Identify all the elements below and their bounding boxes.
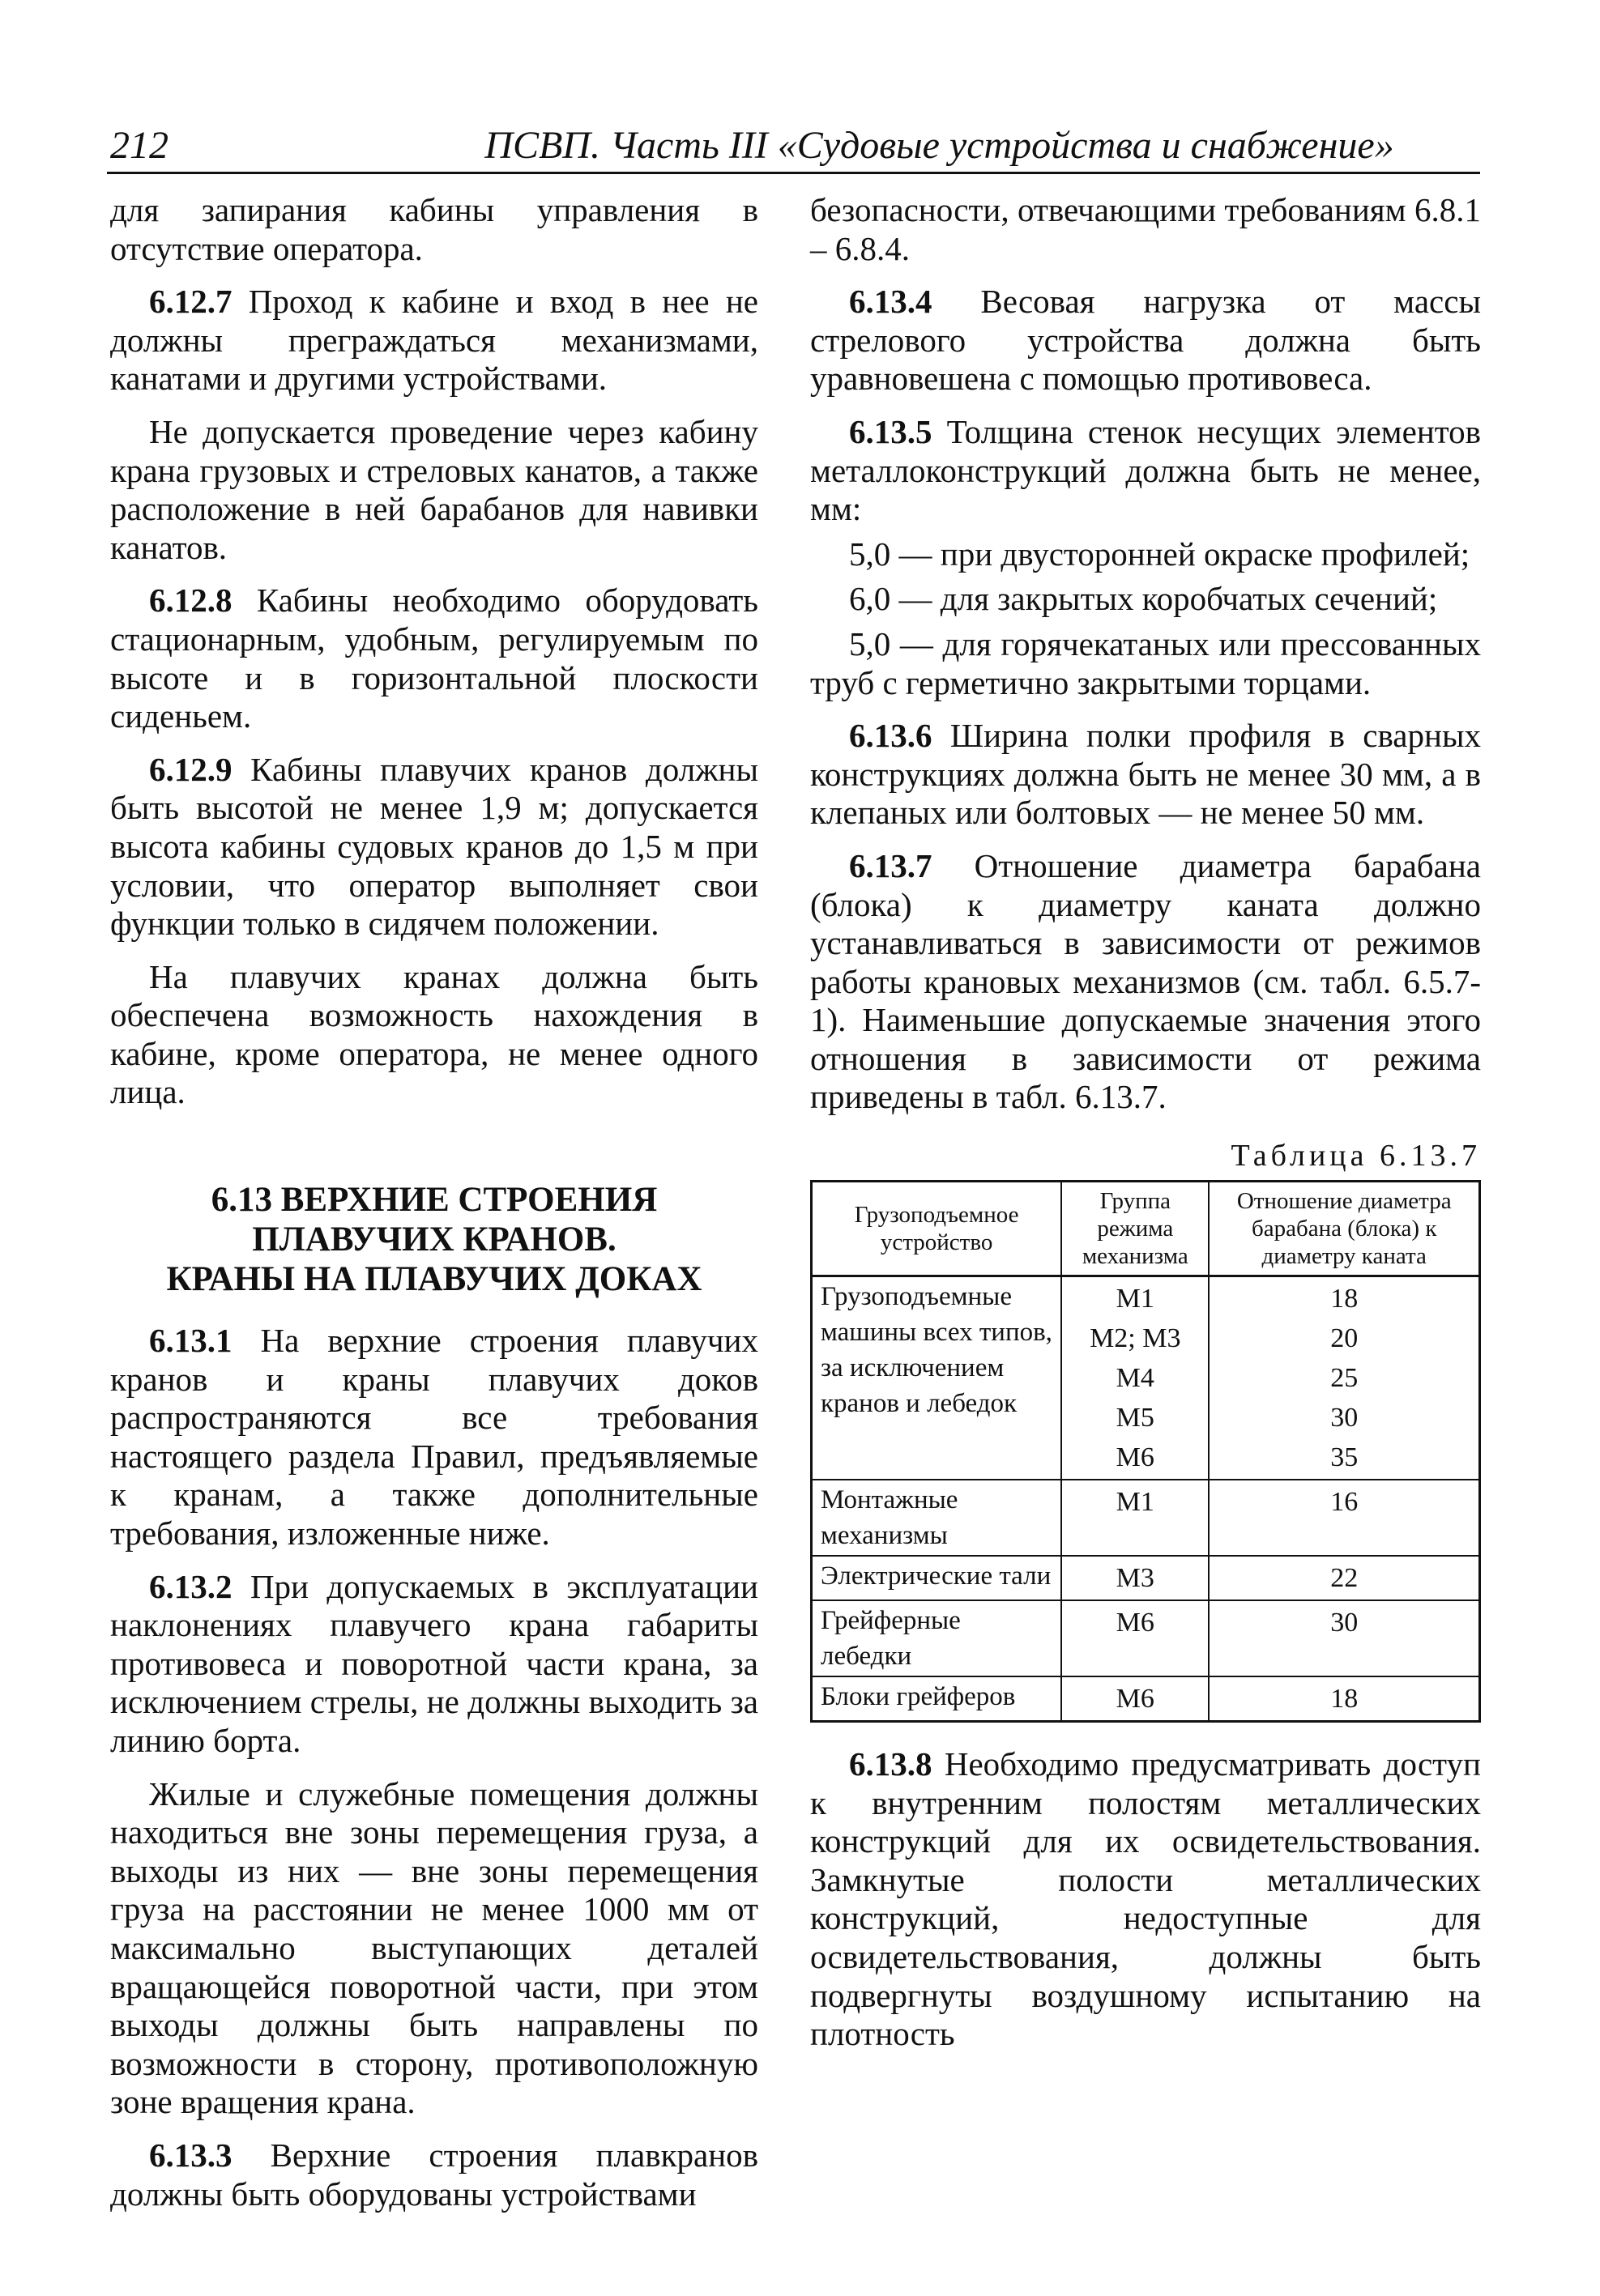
list-item: 5,0 — при двусторонней окраске профилей; [849, 535, 1470, 573]
group-value: M6 [1116, 1684, 1154, 1715]
clause-text: Проход к кабине и вход в нее не должны преграждаться механизмами, канатами и другими устройствами. [110, 283, 758, 398]
clause-number: 6.13.7 [849, 846, 932, 884]
column-header: Грузоподъемное устройство [812, 1182, 1062, 1276]
paragraph-6-12-7-b: Не допускается проведение через кабину крана грузовых и стреловых канатов, а также расположение в ней барабанов для навивки канатов. [110, 412, 758, 566]
left-column [110, 191, 758, 2228]
ratio-value: 25 [1330, 1363, 1359, 1394]
ratio-cell [1209, 1556, 1479, 1600]
clause-text: При допускаемых в эксплуатации наклонениях плавучего крана габариты противовеса и поворотной части крана, за исключением стрелы, не должны выходить за линию борта. [110, 1567, 758, 1759]
clause-number: 6.12.8 [149, 581, 233, 620]
table-caption: Таблица 6.13.7 [1231, 1139, 1481, 1174]
table-row [812, 1480, 1480, 1556]
clause-number: 6.12.9 [149, 750, 233, 788]
ratio-cell [1209, 1480, 1479, 1556]
clause-number: 6.13.4 [849, 283, 932, 321]
clause-text: Толщина стенок несущих элементов металлоконструкций должна быть не менее, мм: [810, 412, 1481, 528]
paragraph-6-12-7 [110, 283, 758, 398]
clause-number: 6.13.6 [849, 717, 932, 755]
list-item: 5,0 — для горячекатаных или прессованных труб с герметично закрытыми торцами. [810, 624, 1481, 701]
group-value: M1 [1116, 1487, 1154, 1518]
paragraph-6-12-9-b: На плавучих кранах должна быть обеспечена возможность нахождения в кабине, кроме оператора, не менее одного лица. [110, 957, 758, 1111]
group-cell [1061, 1600, 1209, 1676]
table-header-row [812, 1182, 1480, 1276]
clause-text: Кабины плавучих кранов должны быть высотой не менее 1,9 м; допускается высота кабины судовых кранов до 1,5 м при условии, что оператор выполняет свои функции только в сидячем положении. [110, 750, 758, 943]
paragraph-6-13-2 [110, 1568, 758, 1761]
group-value: M6 [1116, 1608, 1154, 1638]
clause-text: Кабины необходимо оборудовать стационарным, удобным, регулируемым по высоте и в горизонтальной плоскости сиденьем. [110, 581, 758, 735]
ratio-cell [1209, 1600, 1479, 1676]
group-cell [1061, 1480, 1209, 1556]
right-column [810, 191, 1481, 2068]
clause-text: На верхние строения плавучих кранов и краны плавучих доков распространяются все требования настоящего раздела Правил, предъявляемые к кранам, а также дополнительные требования, изложенные ниже. [110, 1322, 758, 1553]
group-value: M3 [1116, 1563, 1154, 1594]
section-heading-line: 6.13 ВЕРХНИЕ СТРОЕНИЯ [211, 1181, 658, 1220]
column-header: Отношение диаметра барабана (блока) к диаметру каната [1209, 1182, 1479, 1276]
ratio-value: 16 [1330, 1487, 1359, 1518]
clause-number: 6.12.7 [149, 283, 233, 321]
group-value: M1 [1116, 1284, 1154, 1314]
group-cell [1061, 1556, 1209, 1600]
clause-number: 6.13.8 [849, 1745, 932, 1783]
table-row [812, 1600, 1480, 1676]
paragraph-6-13-3 [110, 2136, 758, 2213]
ratio-value: 30 [1330, 1403, 1359, 1433]
table-row [812, 1676, 1480, 1722]
paragraph-continuation: для запирания кабины управления в отсутствие оператора. [110, 191, 758, 267]
device-cell: Электрические тали [812, 1556, 1062, 1600]
section-heading-line: КРАНЫ НА ПЛАВУЧИХ ДОКАХ [166, 1260, 702, 1299]
group-cell [1061, 1276, 1209, 1480]
paragraph-6-12-8 [110, 581, 758, 735]
clause-number: 6.13.5 [849, 412, 932, 450]
ratio-value: 30 [1330, 1608, 1359, 1638]
running-title: ПСВП. Часть III «Судовые устройства и снабжение» [484, 124, 1394, 167]
paragraph-6-13-2-b: Жилые и служебные помещения должны находиться вне зоны перемещения груза, а выходы из них — вне зоны перемещения груза на расстоянии не менее 1000 мм от максимально выступающих деталей вращающейся поворотной части, при этом выходы должны быть направлены по возможности в сторону, противоположную зоне вращения крана. [110, 1774, 758, 2121]
clause-text: Необходимо предусматривать доступ к внутренним полостям металлических конструкций для их освидетельствования. Замкнутые полости металлических конструкций, недоступные для освидетельствования, должны быть подвергнуты воздушному испытанию на плотность [810, 1745, 1481, 2053]
clause-text: Верхние строения плавкранов должны быть оборудованы устройствами [110, 2136, 758, 2213]
clause-text: Отношение диаметра барабана (блока) к диаметру каната должно устанавливаться в зависимости от режимов работы крановых механизмов (см. табл. 6.5.7-1). Наименьшие допускаемые значения этого отношения в зависимости от режима приведены в табл. 6.13.7. [810, 846, 1481, 1116]
ratio-value: 18 [1330, 1284, 1359, 1314]
clause-text: Ширина полки профиля в сварных конструкциях должна быть не менее 30 мм, а в клепаных или болтовых — не менее 50 мм. [810, 717, 1481, 832]
table-row [812, 1556, 1480, 1600]
paragraph-6-13-8 [810, 1745, 1481, 2054]
running-header [107, 121, 1480, 174]
table-row [812, 1276, 1480, 1480]
column-header: Группа режима механизма [1061, 1182, 1209, 1276]
ratio-value: 22 [1330, 1563, 1359, 1594]
group-value: M5 [1116, 1403, 1154, 1433]
ratio-value: 35 [1330, 1442, 1359, 1473]
section-heading [110, 1180, 758, 1299]
paragraph-6-13-6 [810, 717, 1481, 833]
clause-number: 6.13.1 [149, 1322, 233, 1360]
paragraph-6-13-4 [810, 283, 1481, 398]
ratio-value: 18 [1330, 1684, 1359, 1715]
clause-text: Весовая нагрузка от массы стрелового устройства должна быть уравновешена с помощью противовеса. [810, 283, 1481, 398]
data-table [810, 1180, 1481, 1723]
paragraph-6-12-9 [110, 751, 758, 944]
device-cell: Грузоподъемные машины всех типов, за исключением кранов и лебедок [812, 1276, 1062, 1480]
paragraph-6-13-7 [810, 847, 1481, 1117]
ratio-value: 20 [1330, 1323, 1359, 1354]
section-heading-line: ПЛАВУЧИХ КРАНОВ. [252, 1220, 617, 1259]
group-value: M2; M3 [1090, 1323, 1181, 1354]
ratio-cell [1209, 1276, 1479, 1480]
device-cell: Блоки грейферов [812, 1676, 1062, 1722]
ratio-cell [1209, 1676, 1479, 1722]
group-value: M6 [1116, 1442, 1154, 1473]
clause-number: 6.13.3 [149, 2136, 233, 2174]
group-value: M4 [1116, 1363, 1154, 1394]
paragraph-continuation: безопасности, отвечающими требованиям 6.8.1 – 6.8.4. [810, 191, 1481, 267]
page-number: 212 [110, 124, 169, 167]
list-item: 6,0 — для закрытых коробчатых сечений; [849, 580, 1438, 618]
device-cell: Грейферные лебедки [812, 1600, 1062, 1676]
paragraph-6-13-5 [810, 413, 1481, 529]
group-cell [1061, 1676, 1209, 1722]
device-cell: Монтажные механизмы [812, 1480, 1062, 1556]
paragraph-6-13-1 [110, 1322, 758, 1553]
clause-number: 6.13.2 [149, 1567, 233, 1605]
